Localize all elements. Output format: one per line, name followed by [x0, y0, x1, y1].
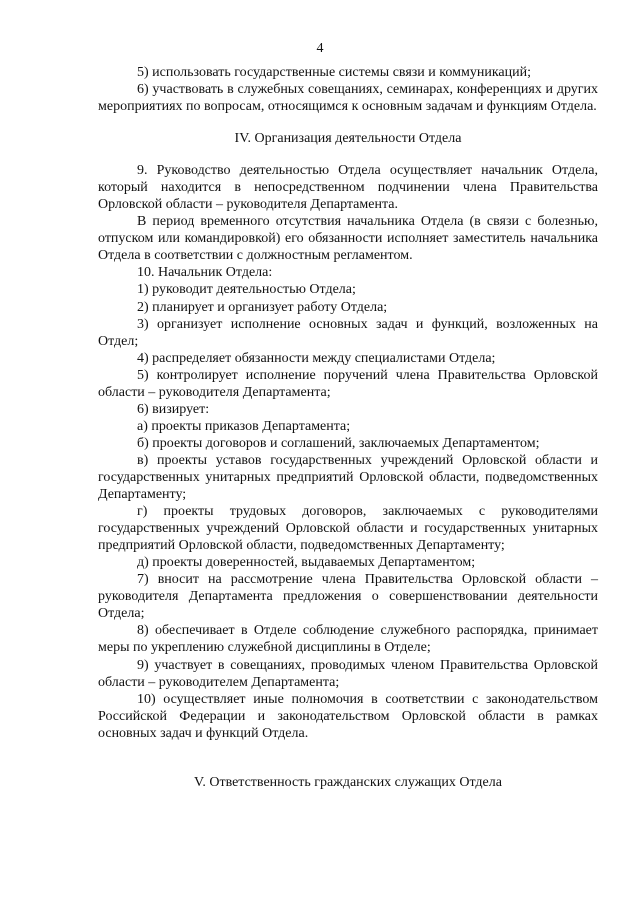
page-number: 4 [316, 41, 324, 56]
list-item: а) проекты приказов Департамента; [137, 418, 351, 434]
paragraph: 9. Руководство деятельностью Отдела осуществляет начальник Отдела, который находится в непосредственном подчинении члена Правительства Орловской области – руководителя Департамента. [98, 163, 598, 213]
section-heading-v: V. Ответственность гражданских служащих Отдела [194, 774, 502, 790]
list-item: 10) осуществляет иные полномочия в соответствии с законодательством Российской Федерации и законодательством Орловской области в рамках основных задач и функций Отдела. [98, 691, 598, 741]
paragraph: 6) участвовать в служебных совещаниях, семинарах, конференциях и других мероприятиях по вопросам, относящимся к основным задачам и функциям Отдела. [98, 82, 598, 115]
paragraph: 5) использовать государственные системы связи и коммуникаций; [137, 65, 531, 80]
list-item: 5) контролирует исполнение поручений члена Правительства Орловской области – руководителя Департамента; [98, 367, 598, 400]
list-item: б) проекты договоров и соглашений, заключаемых Департаментом; [137, 435, 540, 451]
section-heading-iv: IV. Организация деятельности Отдела [234, 131, 462, 147]
list-item: 8) обеспечивает в Отделе соблюдение служебного распорядка, принимает меры по укреплению служебной дисциплины в Отделе; [98, 623, 598, 656]
list-item: г) проекты трудовых договоров, заключаемых с руководителями государственных учреждений Орловской области и государственных унитарных предприятий Орловской области, подведомственных Департаменту; [98, 504, 598, 554]
list-item: в) проекты уставов государственных учреждений Орловской области и государственных унитарных предприятий Орловской области, подведомственных Департаменту; [98, 452, 598, 503]
paragraph: В период временного отсутствия начальника Отдела (в связи с болезнью, отпуском или командировкой) его обязанности исполняет заместитель начальника Отдела в соответствии с должностным регламентом. [98, 214, 598, 264]
list-item: 2) планирует и организует работу Отдела; [137, 299, 388, 315]
list-item: 4) распределяет обязанности между специалистами Отдела; [137, 350, 496, 366]
document-body [98, 64, 598, 791]
list-item: 6) визирует: [137, 401, 210, 417]
paragraph: 10. Начальник Отдела: [137, 265, 273, 281]
list-item: д) проекты доверенностей, выдаваемых Департаментом; [137, 555, 476, 571]
list-item: 3) организует исполнение основных задач и функций, возложенных на Отдел; [98, 316, 598, 349]
list-item: 9) участвует в совещаниях, проводимых членом Правительства Орловской области – руководителем Департамента; [98, 657, 598, 690]
list-item: 1) руководит деятельностью Отдела; [137, 282, 356, 298]
list-item: 7) вносит на рассмотрение члена Правительства Орловской области – руководителя Департамента предложения о совершенствовании деятельности Отдела; [98, 572, 598, 622]
